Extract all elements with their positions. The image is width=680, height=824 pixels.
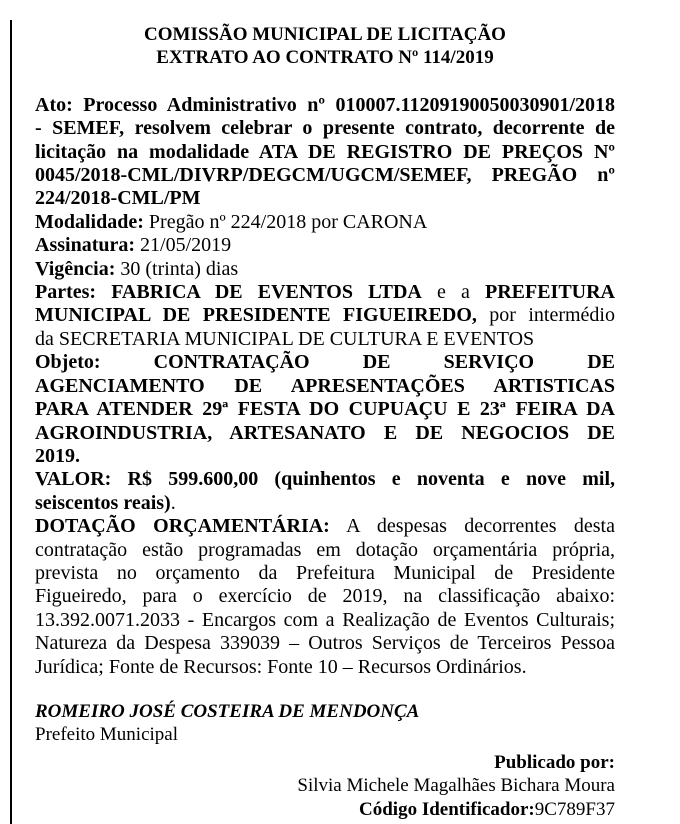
text-segment: AGROINDUSTRIA, ARTESANATO E DE NEGOCIOS DE xyxy=(35,421,615,444)
document-title xyxy=(35,23,615,70)
text-segment: Ato: Processo Administrativo nº 010007.11209190050030901/2018 xyxy=(35,93,615,116)
body-line xyxy=(35,515,615,538)
body-line xyxy=(35,258,615,281)
identifier-code-label: Código Identificador: xyxy=(359,798,535,820)
text-segment: 13.392.0071.2033 - Encargos com a Realização de Eventos Culturais; xyxy=(35,608,615,631)
text-segment: Natureza da Despesa 339039 – Outros Serviços de Terceiros Pessoa xyxy=(35,632,615,655)
text-segment: - SEMEF, resolvem celebrar o presente contrato, decorrente de xyxy=(35,117,615,140)
published-by-name: Silvia Michele Magalhães Bichara Moura xyxy=(297,775,615,797)
title-line-2: EXTRATO AO CONTRATO Nº 114/2019 xyxy=(156,47,494,69)
body-line xyxy=(35,585,615,608)
body-line xyxy=(35,422,615,445)
signature-block xyxy=(35,700,615,747)
body-line xyxy=(35,468,615,491)
body-line xyxy=(35,141,615,164)
body-line xyxy=(35,234,615,257)
body-line xyxy=(35,398,615,421)
body-line xyxy=(35,187,615,210)
body-line xyxy=(35,632,615,655)
text-segment: A despesas decorrentes desta xyxy=(329,515,615,538)
body-line xyxy=(35,351,615,374)
identifier-code-value: 9C789F37 xyxy=(534,798,615,820)
body-line xyxy=(35,94,615,117)
text-segment: licitação na modalidade ATA DE REGISTRO DE PREÇOS Nº xyxy=(35,140,615,163)
text-segment: seiscentos reais) xyxy=(35,491,171,514)
body-line xyxy=(35,328,615,351)
published-by-label: Publicado por: xyxy=(494,751,615,773)
text-segment: 224/2018-CML/PM xyxy=(35,187,201,210)
footer-block xyxy=(35,751,615,821)
text-segment: da SECRETARIA MUNICIPAL DE CULTURA E EVENTOS xyxy=(35,327,535,350)
text-segment: . xyxy=(170,491,176,514)
text-segment: Objeto: CONTRATAÇÃO DE SERVIÇO DE xyxy=(35,351,615,374)
text-segment: PREFEITURA xyxy=(484,281,615,304)
text-segment: AGENCIAMENTO DE APRESENTAÇÕES ARTISTICAS xyxy=(35,374,615,397)
text-segment: Assinatura: xyxy=(35,234,136,257)
body-lines xyxy=(35,94,615,679)
text-segment: Figueiredo, para o exercício de 2019, na classificação abaixo: xyxy=(35,585,615,608)
body-line xyxy=(35,211,615,234)
body-line xyxy=(35,281,615,304)
body-line xyxy=(35,492,615,515)
text-segment: Pregão nº 224/2018 por CARONA xyxy=(143,210,428,233)
left-margin-rule xyxy=(10,20,12,824)
text-segment: Partes: FABRICA DE EVENTOS LTDA xyxy=(35,281,422,304)
text-segment: contratação estão programadas em dotação orçamentária própria, xyxy=(35,538,615,561)
text-segment: DOTAÇÃO ORÇAMENTÁRIA: xyxy=(35,515,330,538)
text-segment: PARA ATENDER 29ª FESTA DO CUPUAÇU E 23ª FEIRA DA xyxy=(35,398,615,421)
text-segment: MUNICIPAL DE PRESIDENTE FIGUEIREDO, xyxy=(35,304,477,327)
text-segment: 2019. xyxy=(35,444,80,467)
body-line xyxy=(35,164,615,187)
body-line xyxy=(35,562,615,585)
signature-name: ROMEIRO JOSÉ COSTEIRA DE MENDONÇA xyxy=(35,700,420,722)
body-line xyxy=(35,656,615,679)
text-segment: Jurídica; Fonte de Recursos: Fonte 10 – Recursos Ordinários. xyxy=(35,655,527,678)
body-line xyxy=(35,304,615,327)
text-segment: prevista no orçamento da Prefeitura Municipal de Presidente xyxy=(35,561,615,584)
text-segment: Modalidade: xyxy=(35,210,144,233)
text-segment: e a xyxy=(421,281,485,304)
text-segment: por intermédio xyxy=(476,304,615,327)
text-segment: VALOR: R$ 599.600,00 (quinhentos e noventa e nove mil, xyxy=(35,468,615,491)
text-segment: 30 (trinta) dias xyxy=(115,257,239,280)
body-line xyxy=(35,375,615,398)
body-line xyxy=(35,609,615,632)
body-line xyxy=(35,117,615,140)
text-segment: 0045/2018-CML/DIVRP/DEGCM/UGCM/SEMEF, PREGÃO nº xyxy=(35,164,615,187)
title-line-1: COMISSÃO MUNICIPAL DE LICITAÇÃO xyxy=(144,24,506,45)
text-segment: Vigência: xyxy=(35,257,116,280)
identifier-code-line xyxy=(35,798,615,821)
signature-role: Prefeito Municipal xyxy=(35,724,178,746)
body-line xyxy=(35,539,615,562)
page-content xyxy=(35,0,615,821)
text-segment: 21/05/2019 xyxy=(135,234,232,257)
body-line xyxy=(35,445,615,468)
